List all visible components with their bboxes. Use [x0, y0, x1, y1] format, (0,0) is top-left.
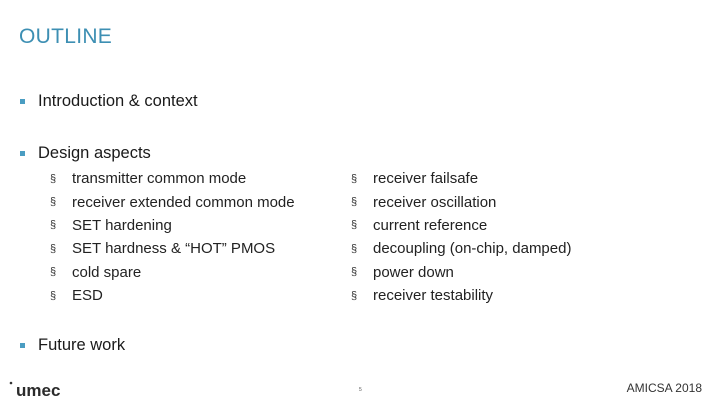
logo-text: umec: [16, 381, 61, 400]
list-item: § receiver oscillation: [351, 193, 497, 211]
footer-conference: AMICSA 2018: [626, 381, 702, 395]
section-bullet-icon: §: [50, 289, 57, 302]
list-item: § transmitter common mode: [50, 170, 247, 188]
list-item: § power down: [351, 263, 454, 281]
section-bullet-icon: §: [351, 242, 358, 255]
list-item: § receiver extended common mode: [50, 193, 295, 211]
logo-dot-icon: [10, 382, 13, 385]
list-item: § current reference: [351, 216, 488, 234]
list-item: § cold spare: [50, 263, 142, 281]
page-number: 5: [359, 387, 362, 393]
section-bullet-icon: §: [351, 196, 358, 209]
square-bullet-icon: [20, 151, 25, 156]
section-bullet-icon: §: [351, 266, 358, 279]
bullet-label: Design aspects: [38, 144, 151, 162]
list-item: § decoupling (on-chip, damped): [351, 240, 572, 258]
imec-logo: [8, 379, 64, 401]
section-bullet-icon: §: [50, 266, 57, 279]
section-bullet-icon: §: [50, 242, 57, 255]
square-bullet-icon: [20, 343, 25, 348]
square-bullet-icon: [20, 99, 25, 104]
slide-title: OUTLINE: [19, 25, 113, 48]
list-item: § receiver failsafe: [351, 170, 479, 188]
section-bullet-icon: §: [351, 219, 358, 232]
design-list-right: [351, 167, 571, 307]
bullet-introduction: [20, 92, 198, 111]
list-item: § ESD: [50, 287, 103, 305]
section-bullet-icon: §: [50, 172, 57, 185]
list-item: § SET hardening: [50, 216, 172, 234]
design-list-left: [50, 167, 295, 307]
bullet-future-work: [20, 336, 125, 355]
bullet-design-aspects: [20, 144, 151, 163]
section-bullet-icon: §: [50, 196, 57, 209]
list-item: § receiver testability: [351, 287, 494, 305]
section-bullet-icon: §: [351, 289, 358, 302]
list-item: § SET hardness & “HOT” PMOS: [50, 240, 276, 258]
bullet-label: Introduction & context: [38, 92, 198, 110]
section-bullet-icon: §: [50, 219, 57, 232]
bullet-label: Future work: [38, 336, 126, 354]
section-bullet-icon: §: [351, 172, 358, 185]
